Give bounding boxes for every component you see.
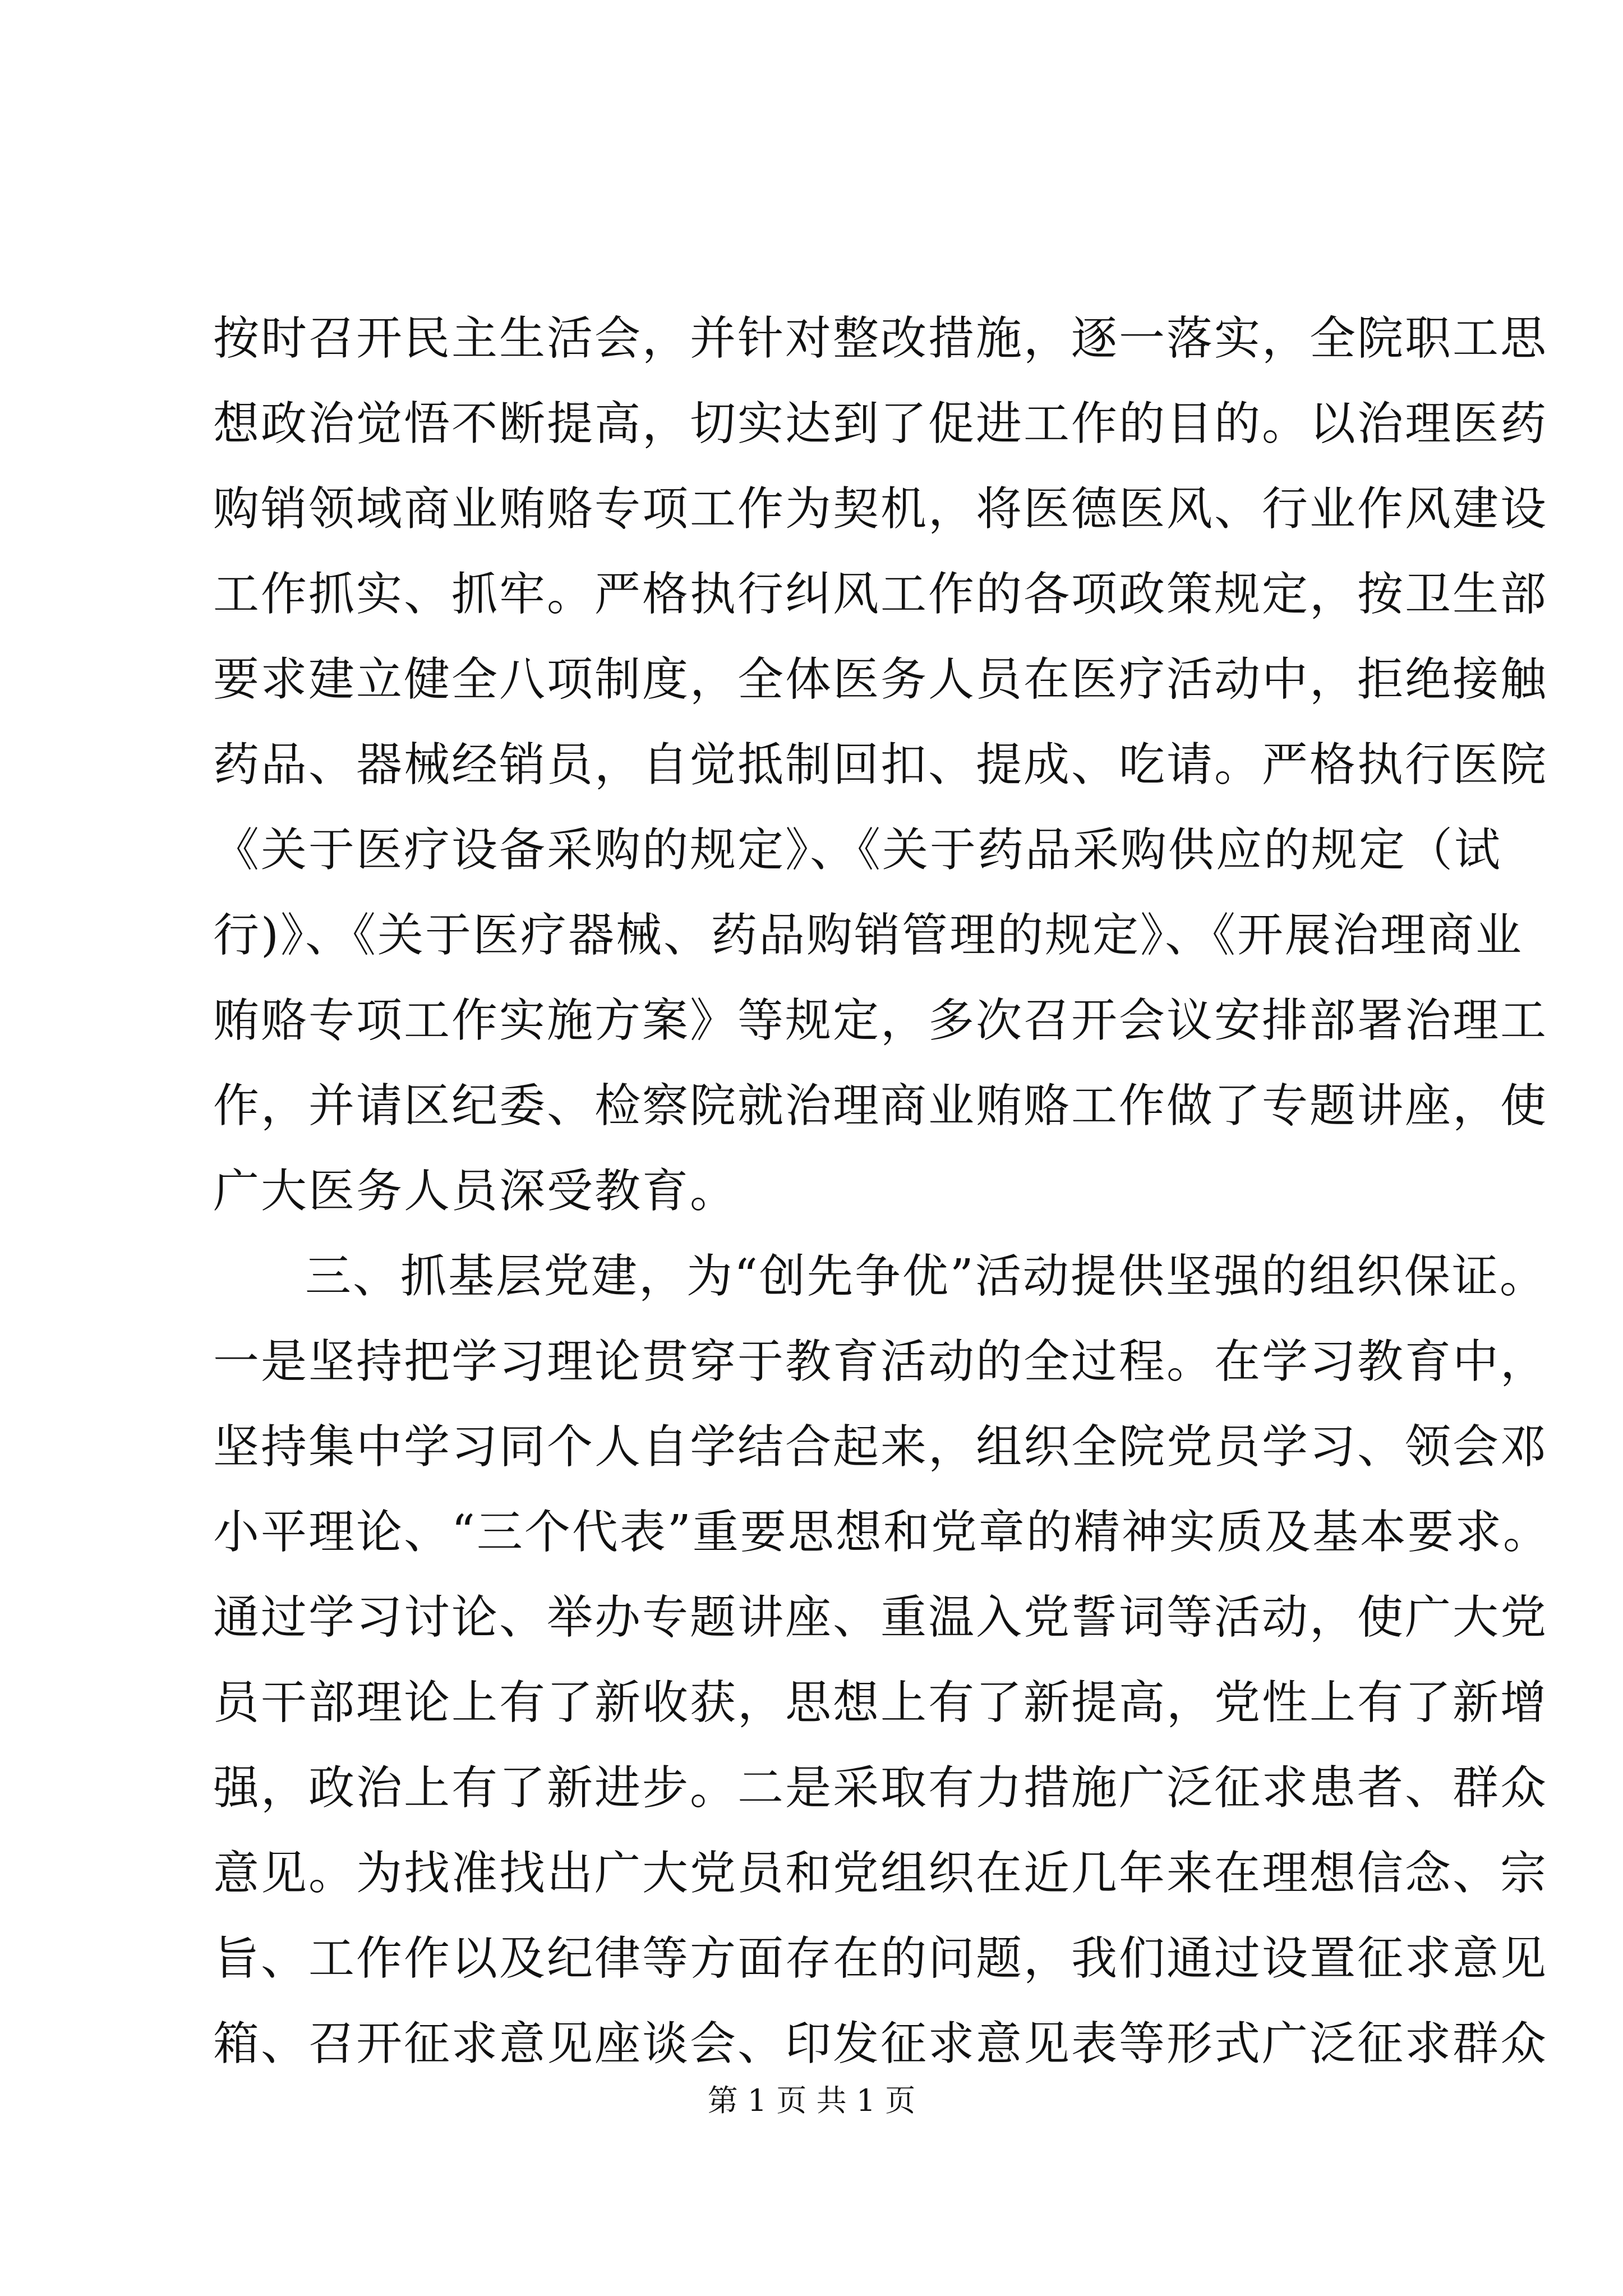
- text-line: 按时召开民主生活会，并针对整改措施，逐一落实，全院职工思: [213, 312, 1548, 365]
- text-line: 强，政治上有了新进步。二是采取有力措施广泛征求患者、群众: [213, 1761, 1548, 1815]
- text-line: 行)》、《关于医疗器械、药品购销管理的规定》、《开展治理商业: [213, 909, 1523, 962]
- text-line: 坚持集中学习同个人自学结合起来，组织全院党员学习、领会邓: [213, 1420, 1548, 1474]
- text-line: 一是坚持把学习理论贯穿于教育活动的全过程。在学习教育中，: [213, 1335, 1548, 1388]
- text-line: 通过学习讨论、举办专题讲座、重温入党誓词等活动，使广大党: [213, 1591, 1548, 1644]
- text-line: 员干部理论上有了新收获，思想上有了新提高，党性上有了新增: [213, 1676, 1548, 1729]
- text-line: 意见。为找准找出广大党员和党组织在近几年来在理想信念、宗: [213, 1847, 1548, 1900]
- text-line: 小平理论、“三个代表”重要思想和党章的精神实质及基本要求。: [213, 1506, 1551, 1559]
- text-line: 广大医务人员深受教育。: [213, 1165, 738, 1218]
- text-line: 药品、器械经销员，自觉抵制回扣、提成、吃请。严格执行医院: [213, 738, 1548, 792]
- text-line: 旨、工作作以及纪律等方面存在的问题，我们通过设置征求意见: [213, 1932, 1548, 1985]
- text-line: 想政治觉悟不断提高，切实达到了促进工作的目的。以治理医药: [213, 397, 1548, 450]
- text-line: 箱、召开征求意见座谈会、印发征求意见表等形式广泛征求群众: [213, 2017, 1548, 2070]
- text-line: 《关于医疗设备采购的规定》、《关于药品采购供应的规定（试: [213, 823, 1502, 877]
- text-line: 要求建立健全八项制度，全体医务人员在医疗活动中，拒绝接触: [213, 653, 1548, 706]
- text-line: 作，并请区纪委、检察院就治理商业贿赂工作做了专题讲座，使: [213, 1079, 1548, 1133]
- section-heading-line: 三、抓基层党建，为“创先争优”活动提供坚强的组织保证。: [305, 1250, 1547, 1303]
- text-line: 购销领域商业贿赂专项工作为契机，将医德医风、行业作风建设: [213, 482, 1548, 536]
- page-footer: 第 1 页 共 1 页: [707, 2083, 916, 2118]
- text-line: 工作抓实、抓牢。严格执行纠风工作的各项政策规定，按卫生部: [213, 568, 1548, 621]
- text-line: 贿赂专项工作实施方案》等规定，多次召开会议安排部署治理工: [213, 994, 1548, 1047]
- body-text: [213, 296, 1551, 2087]
